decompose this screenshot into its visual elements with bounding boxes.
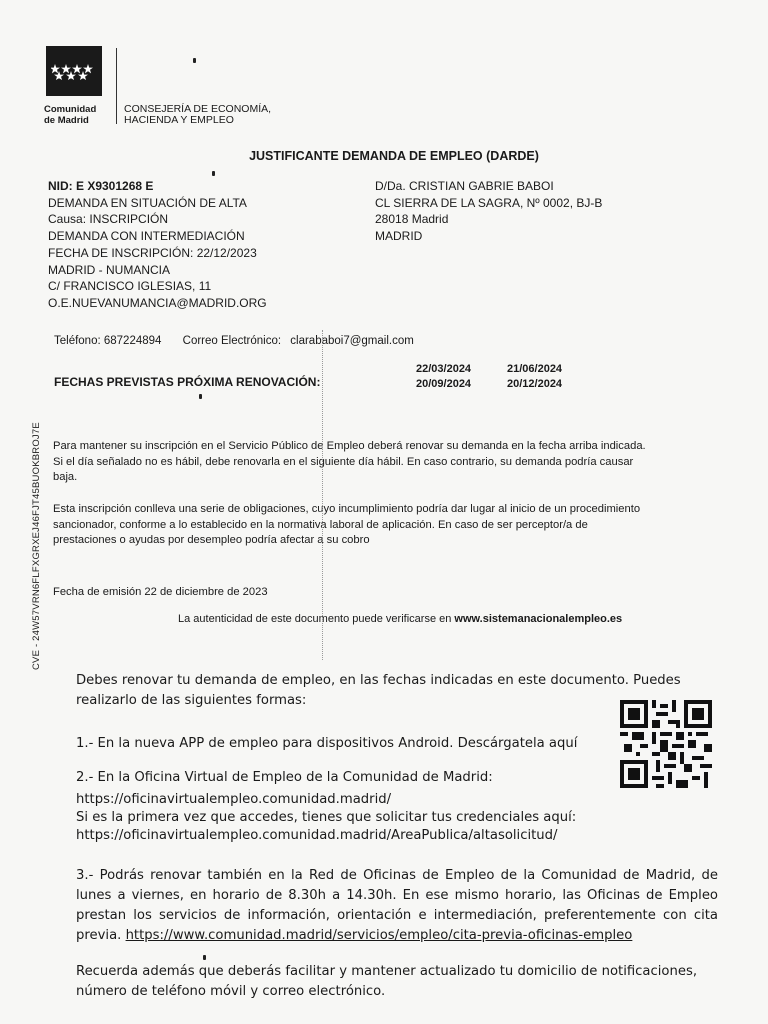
registration-date: FECHA DE INSCRIPCIÓN: 22/12/2023 [48,245,257,260]
logo-name [44,104,96,126]
office-email: O.E.NUEVANUMANCIA@MADRID.ORG [48,295,267,310]
scan-artifact-line [322,330,323,660]
email-value: clarababoi7@gmail.com [290,335,414,347]
appointment-link[interactable]: https://www.comunidad.madrid/servicios/empleo/cita-previa-oficinas-empleo [125,928,633,943]
scan-speck [193,58,196,63]
renewal-date-3: 20/09/2024 [416,378,472,390]
offices-text: 3.- Podrás renovar también en la Red de Oficinas de Empleo de la Comunidad de Madrid, de lunes a viernes, en horario de 8.30h a 14.30h. En ese mismo horario, las Oficinas de Empleo prestan los servicios de información, orientación e intermediación, preferentemente con cita previa. [76,868,718,943]
obligations-paragraph: Esta inscripción conlleva una serie de obligaciones, cuyo incumplimiento podría dar lugar al inicio de un procedimiento sancionador, conforme a lo establecido en la normativa laboral de aplicación. En caso de ser perceptor/a de prestaciones o ayudas por desempleo podría afectar a su cobro [53,503,641,546]
renewal-date-4: 20/12/2024 [507,378,563,390]
recipient-name: D/Da. CRISTIAN GABRIE BABOI [375,179,554,193]
cve-verification-code: CVE - 24W57VRN6FLFXGRXEJ46FJT45BUOKBROJ7E [31,422,42,670]
authenticity-note [178,613,622,625]
credentials-link[interactable]: https://oficinavirtualempleo.comunidad.madrid/AreaPublica/altasolicitud/ [76,828,558,843]
consejeria-line-1: CONSEJERÍA DE ECONOMÍA, [124,103,272,115]
email-label: Correo Electrónico: [182,335,282,347]
renewal-notice-paragraph: Para mantener su inscripción en el Servicio Público de Empleo deberá renovar su demanda en la fecha arriba indicada. Si el día señalado no es hábil, debe renovarla en el siguiente día hábil. En caso contrario, su demanda podría causar baja. [53,440,646,483]
virtual-office-link[interactable]: https://oficinavirtualempleo.comunidad.madrid/ [76,792,392,807]
recipient-address-block [375,178,602,245]
renewal-date-1: 22/03/2024 [416,363,472,375]
verification-url[interactable]: www.sistemanacionalempleo.es [454,613,623,625]
logo-name-line-1: Comunidad [44,104,97,115]
credentials-note: Si es la primera vez que accedes, tienes que solicitar tus credenciales aquí: [76,810,577,825]
demand-cause: Causa: INSCRIPCIÓN [48,212,169,227]
comunidad-madrid-logo [46,46,102,96]
contact-line [54,335,432,347]
renewal-dates-label: FECHAS PREVISTAS PRÓXIMA RENOVACIÓN: [54,375,321,389]
instruction-virtual-office: 2.- En la Oficina Virtual de Empleo de la Comunidad de Madrid: [76,770,493,785]
demand-info-block [48,178,267,312]
logo-divider [116,48,117,124]
scan-speck [199,394,202,399]
scan-speck [203,955,206,960]
issue-date: Fecha de emisión 22 de diciembre de 2023 [53,586,268,598]
instruction-app: 1.- En la nueva APP de empleo para dispositivos Android. Descárgatela aquí [76,736,578,751]
consejeria-name [124,104,271,126]
recipient-province: MADRID [375,229,423,244]
office-address: C/ FRANCISCO IGLESIAS, 11 [48,279,212,294]
phone-number: Teléfono: 687224894 [54,335,162,347]
qr-code-icon[interactable] [620,700,712,788]
logo-name-line-2: de Madrid [44,115,89,126]
stars-icon [51,62,97,80]
scan-speck [212,171,215,176]
closing-reminder: Recuerda además que deberás facilitar y mantener actualizado tu domicilio de notificaciones, número de teléfono móvil y correo electrónico. [76,964,698,999]
authenticity-text: La autenticidad de este documento puede verificarse en [178,613,452,625]
recipient-street: CL SIERRA DE LA SAGRA, Nº 0002, BJ-B [375,195,603,210]
document-title: JUSTIFICANTE DEMANDA DE EMPLEO (DARDE) [249,149,539,163]
demand-status: DEMANDA EN SITUACIÓN DE ALTA [48,195,247,210]
instruction-offices [76,866,718,946]
consejeria-line-2: HACIENDA Y EMPLEO [124,114,234,126]
office-name: MADRID - NUMANCIA [48,262,170,277]
recipient-postal-city: 28018 Madrid [375,212,449,227]
instructions-intro: Debes renovar tu demanda de empleo, en las fechas indicadas en este documento. Puedes realizarlo de las siguientes formas: [76,673,681,708]
renewal-date-2: 21/06/2024 [507,363,563,375]
nid-line: NID: E X9301268 E [48,179,154,193]
demand-intermediation: DEMANDA CON INTERMEDIACIÓN [48,229,245,244]
